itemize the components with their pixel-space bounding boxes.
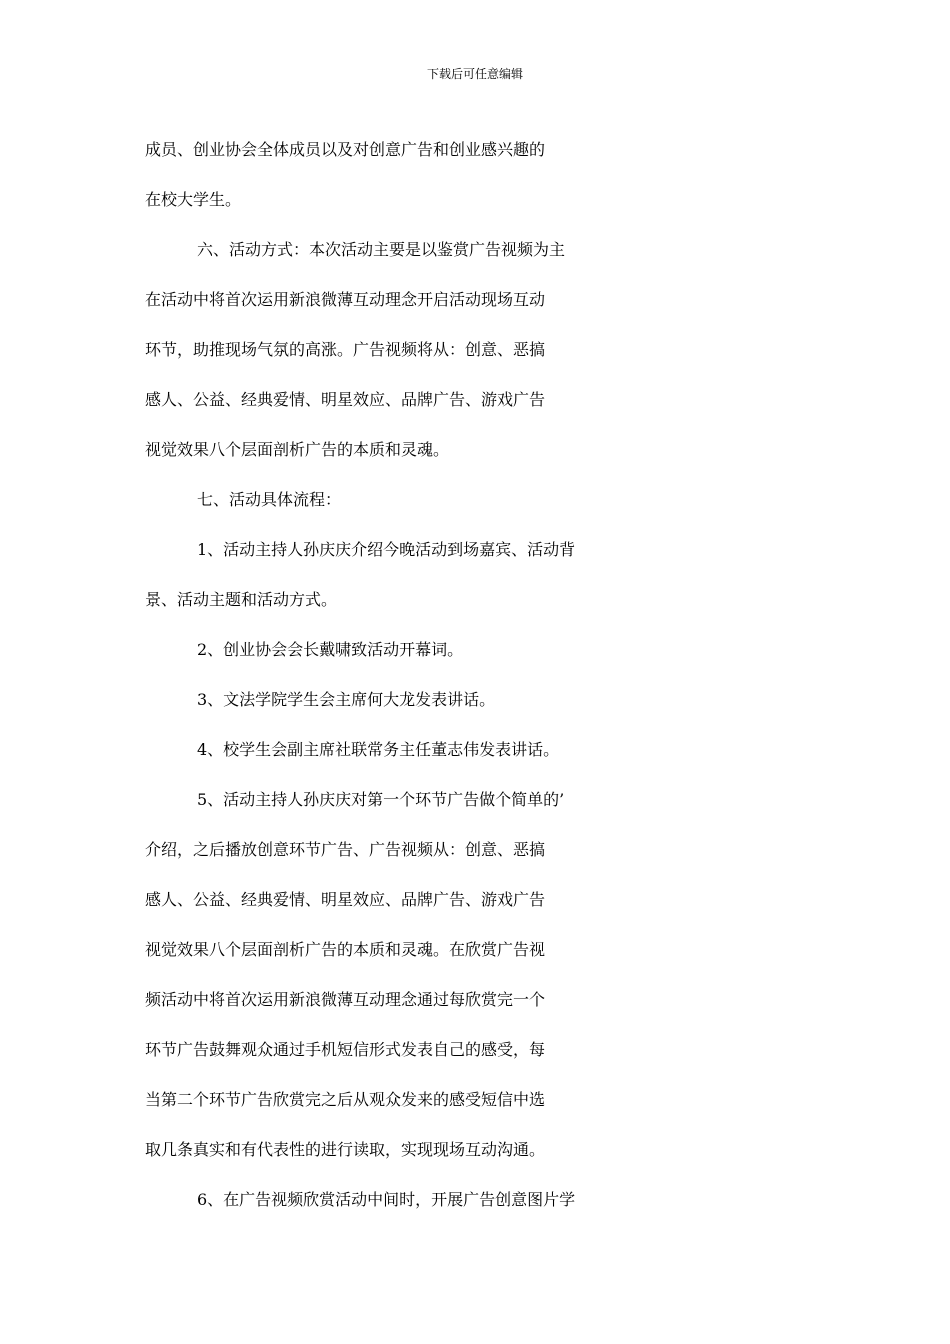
page-header: 下载后可任意编辑 bbox=[426, 67, 523, 81]
text-line: 当第二个环节广告欣赏完之后从观众发来的感受短信中选 bbox=[145, 1090, 546, 1109]
text-line: 七、活动具体流程： bbox=[197, 490, 342, 509]
text-line: 成员、创业协会全体成员以及对创意广告和创业感兴趣的 bbox=[145, 140, 546, 159]
text-line: 六、活动方式：本次活动主要是以鉴赏广告视频为主 bbox=[197, 240, 566, 259]
text-line: 环节广告鼓舞观众通过手机短信形式发表自己的感受，每 bbox=[145, 1040, 546, 1059]
text-line: 在活动中将首次运用新浪微薄互动理念开启活动现场互动 bbox=[145, 290, 546, 309]
text-line: 感人、公益、经典爱情、明星效应、品牌广告、游戏广告 bbox=[145, 890, 546, 909]
text-line: 介绍，之后播放创意环节广告、广告视频从：创意、恶搞 bbox=[145, 840, 546, 859]
text-line: 感人、公益、经典爱情、明星效应、品牌广告、游戏广告 bbox=[145, 390, 546, 409]
text-line: 视觉效果八个层面剖析广告的本质和灵魂。在欣赏广告视 bbox=[145, 940, 546, 959]
text-line: 视觉效果八个层面剖析广告的本质和灵魂。 bbox=[145, 440, 450, 459]
text-line: 1、活动主持人孙庆庆介绍今晚活动到场嘉宾、活动背 bbox=[197, 540, 576, 559]
text-line: 频活动中将首次运用新浪微薄互动理念通过每欣赏完一个 bbox=[145, 990, 546, 1009]
document-body bbox=[145, 125, 810, 1225]
text-line: 3、文法学院学生会主席何大龙发表讲话。 bbox=[197, 690, 496, 709]
text-line: 环节，助推现场气氛的高涨。广告视频将从：创意、恶搞 bbox=[145, 340, 546, 359]
text-line: 6、在广告视频欣赏活动中间时，开展广告创意图片学 bbox=[197, 1190, 576, 1209]
text-line: 景、活动主题和活动方式。 bbox=[145, 590, 338, 609]
text-line: 2、创业协会会长戴啸致活动开幕词。 bbox=[197, 640, 464, 659]
text-line: 5、活动主持人孙庆庆对第一个环节广告做个简单的’ bbox=[197, 790, 565, 809]
text-line: 4、校学生会副主席社联常务主任董志伟发表讲话。 bbox=[197, 740, 560, 759]
text-line: 在校大学生。 bbox=[145, 190, 242, 209]
text-line: 取几条真实和有代表性的进行读取，实现现场互动沟通。 bbox=[145, 1140, 546, 1159]
